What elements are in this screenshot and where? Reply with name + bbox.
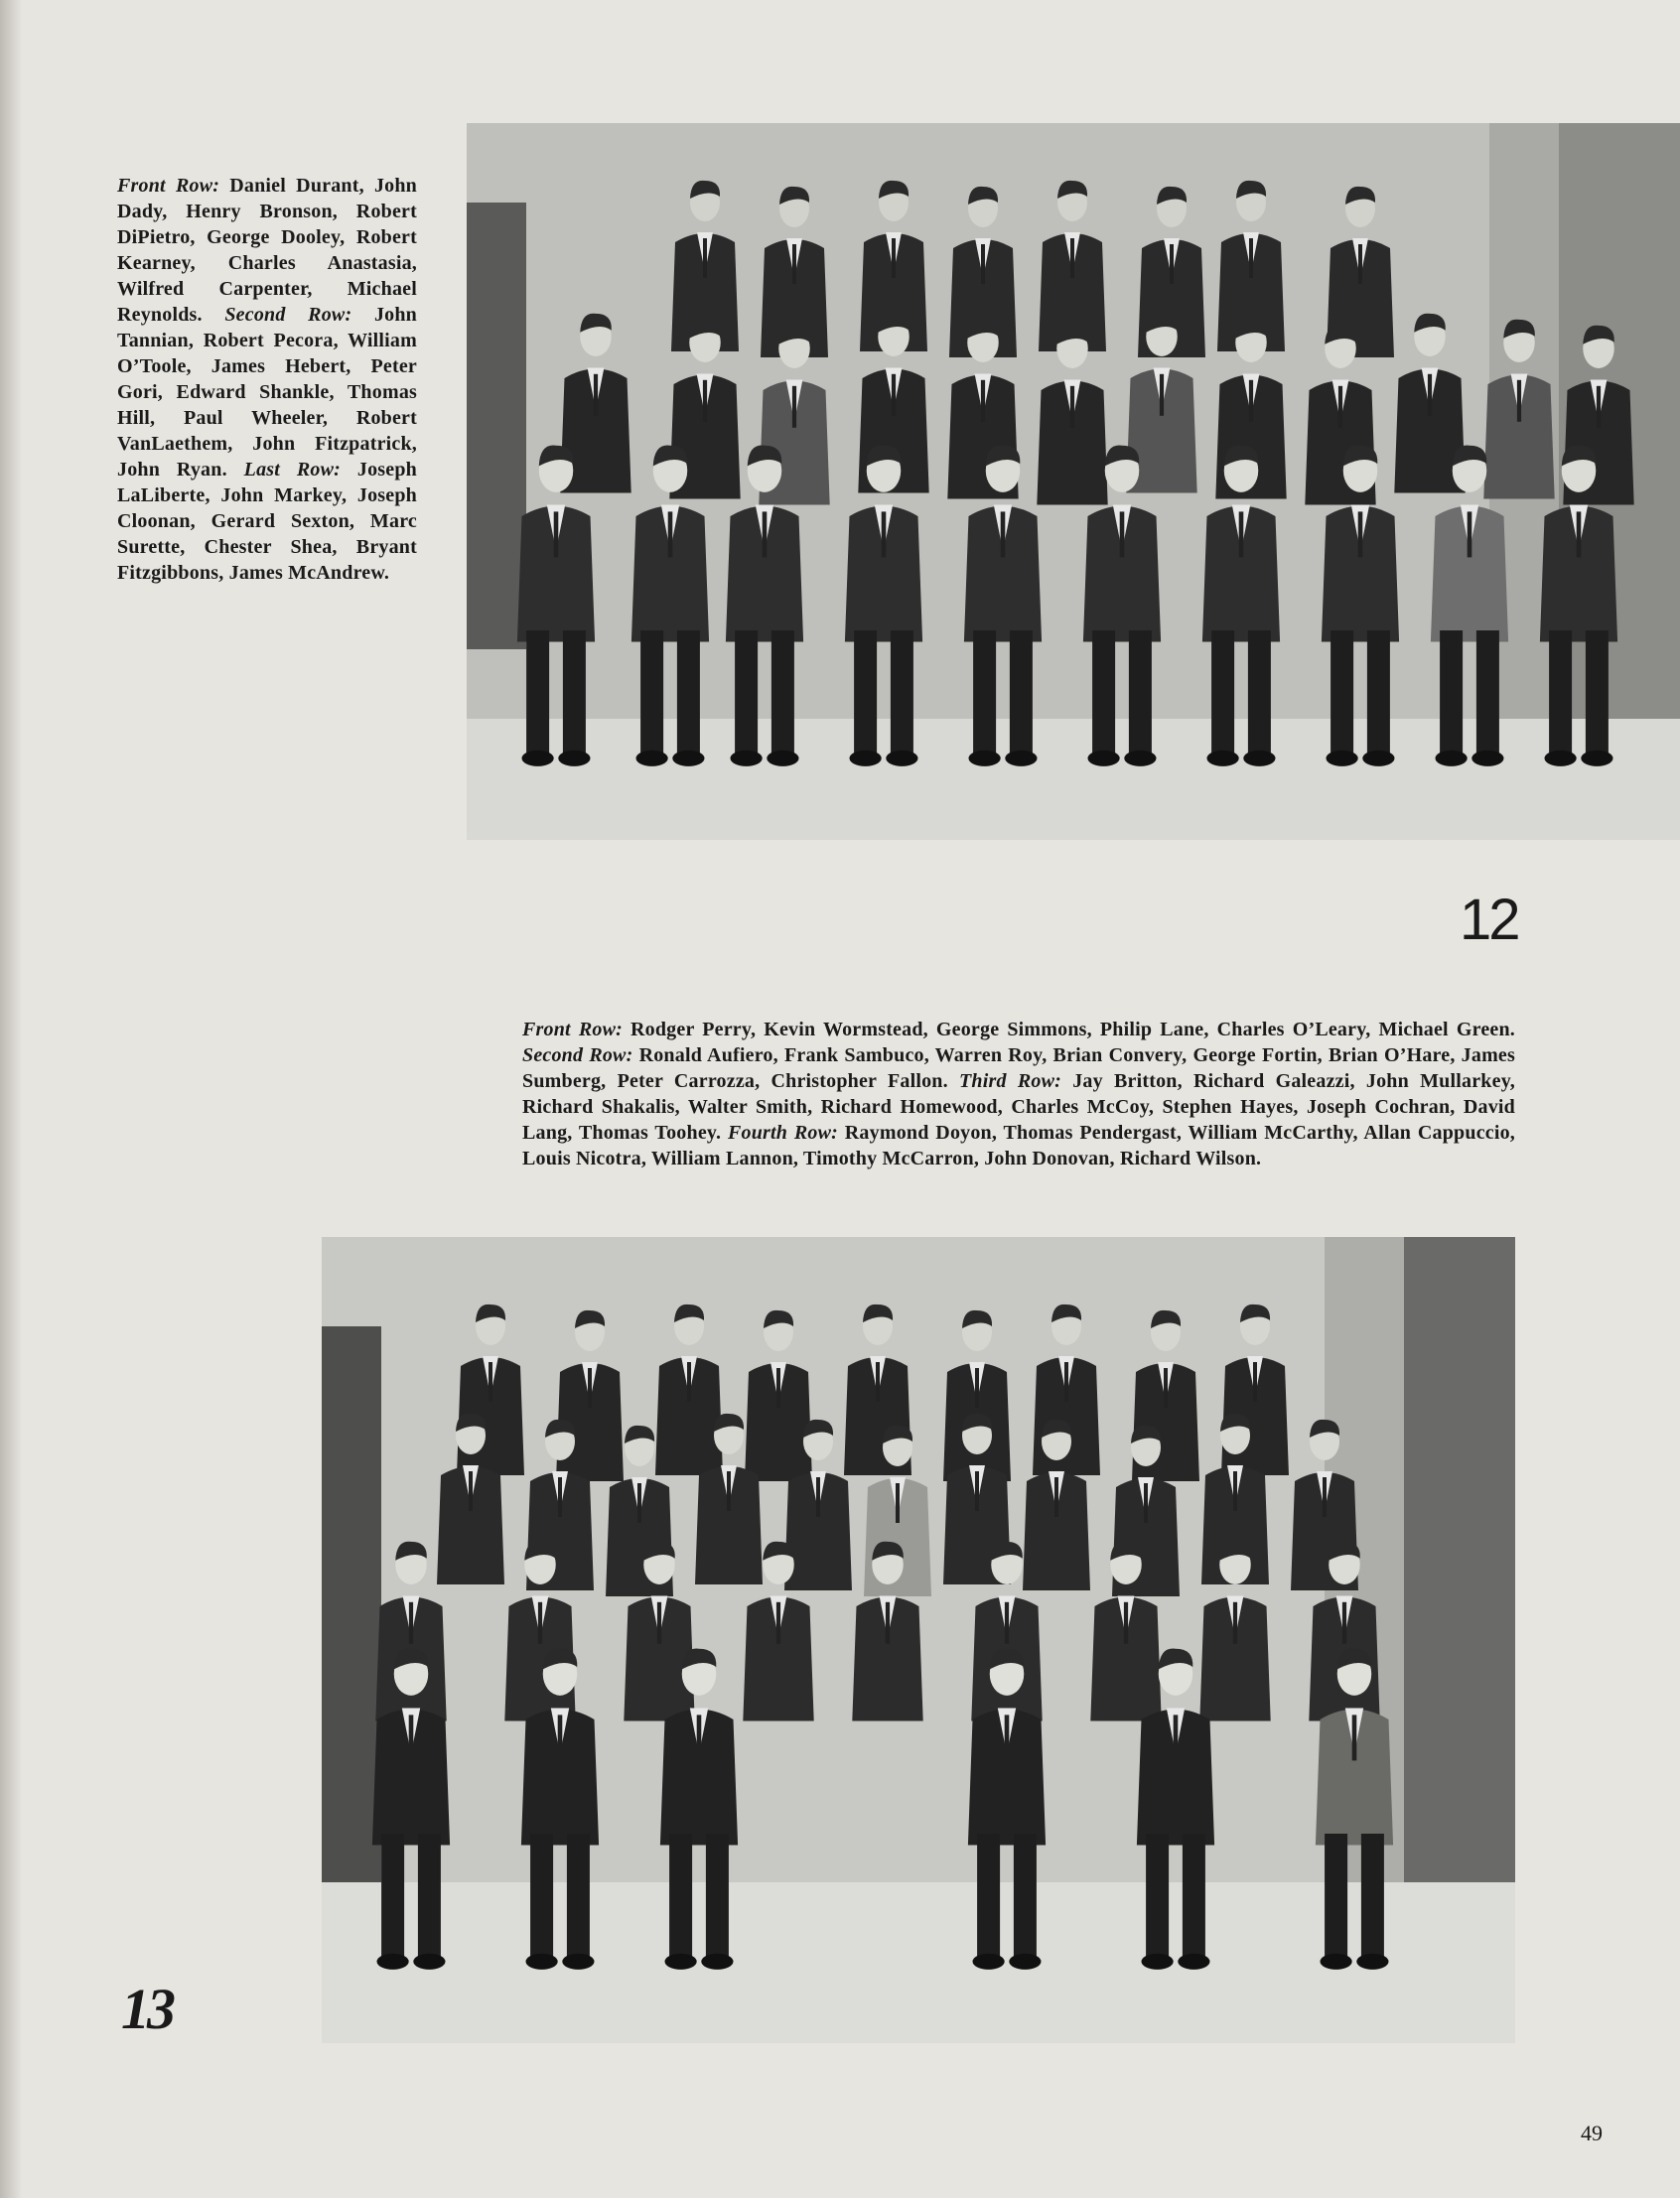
group-photo-image xyxy=(322,1237,1515,2043)
group-photo-image xyxy=(467,123,1680,840)
caption-row-label: Front Row: xyxy=(117,175,220,197)
group-number: 13 xyxy=(121,1977,173,2041)
caption-row-label: Second Row: xyxy=(224,304,352,326)
group-number: 12 xyxy=(1460,888,1518,952)
caption-row-names: John Tannian, Robert Pecora, William O’Toole, James Hebert, Peter Gori, Edward Shankle, Thomas Hill, Paul Wheeler, Robert VanLaethem, John Fitzpatrick, John Ryan. xyxy=(117,304,418,481)
page-binding-shadow xyxy=(0,0,22,2198)
caption-row-names: Ronald Aufiero, Frank Sambuco, Warren Roy, Brian Convery, George Fortin, Brian O’Hare, James Sumberg, Peter Carrozza, Christopher Fallon. xyxy=(522,1044,1515,1092)
caption-row-names: Jay Britton, Richard Galeazzi, John Mullarkey, Richard Shakalis, Walter Smith, Richard Homewood, Charles McCoy, Stephen Hayes, Joseph Cochran, David Lang, Thomas Toohey. xyxy=(522,1070,1515,1144)
group-13-photo xyxy=(322,1237,1515,2043)
group-12-photo xyxy=(467,123,1680,840)
group-12-caption xyxy=(117,173,417,586)
caption-row-label: Front Row: xyxy=(522,1019,623,1040)
caption-row-names: Joseph LaLiberte, John Markey, Joseph Cloonan, Gerard Sexton, Marc Surette, Chester Shea, Bryant Fitzgibbons, James McAndrew. xyxy=(117,459,418,584)
caption-row-names: Daniel Durant, John Dady, Henry Bronson, Robert DiPietro, George Dooley, Robert Kearney, Charles Anastasia, Wilfred Carpenter, Michael Reynolds. xyxy=(117,175,417,326)
caption-row-label: Fourth Row: xyxy=(727,1122,839,1144)
caption-row-names: Rodger Perry, Kevin Wormstead, George Simmons, Philip Lane, Charles O’Leary, Michael Green. xyxy=(622,1019,1515,1040)
caption-row-label: Last Row: xyxy=(243,459,342,481)
caption-row-names: Raymond Doyon, Thomas Pendergast, William McCarthy, Allan Cappuccio, Louis Nicotra, William Lannon, Timothy McCarron, John Donovan, Richard Wilson. xyxy=(522,1122,1516,1169)
caption-row-label: Second Row: xyxy=(522,1044,633,1066)
page-number: 49 xyxy=(1581,2121,1603,2145)
group-13-caption xyxy=(522,1017,1515,1171)
caption-row-label: Third Row: xyxy=(959,1070,1062,1092)
